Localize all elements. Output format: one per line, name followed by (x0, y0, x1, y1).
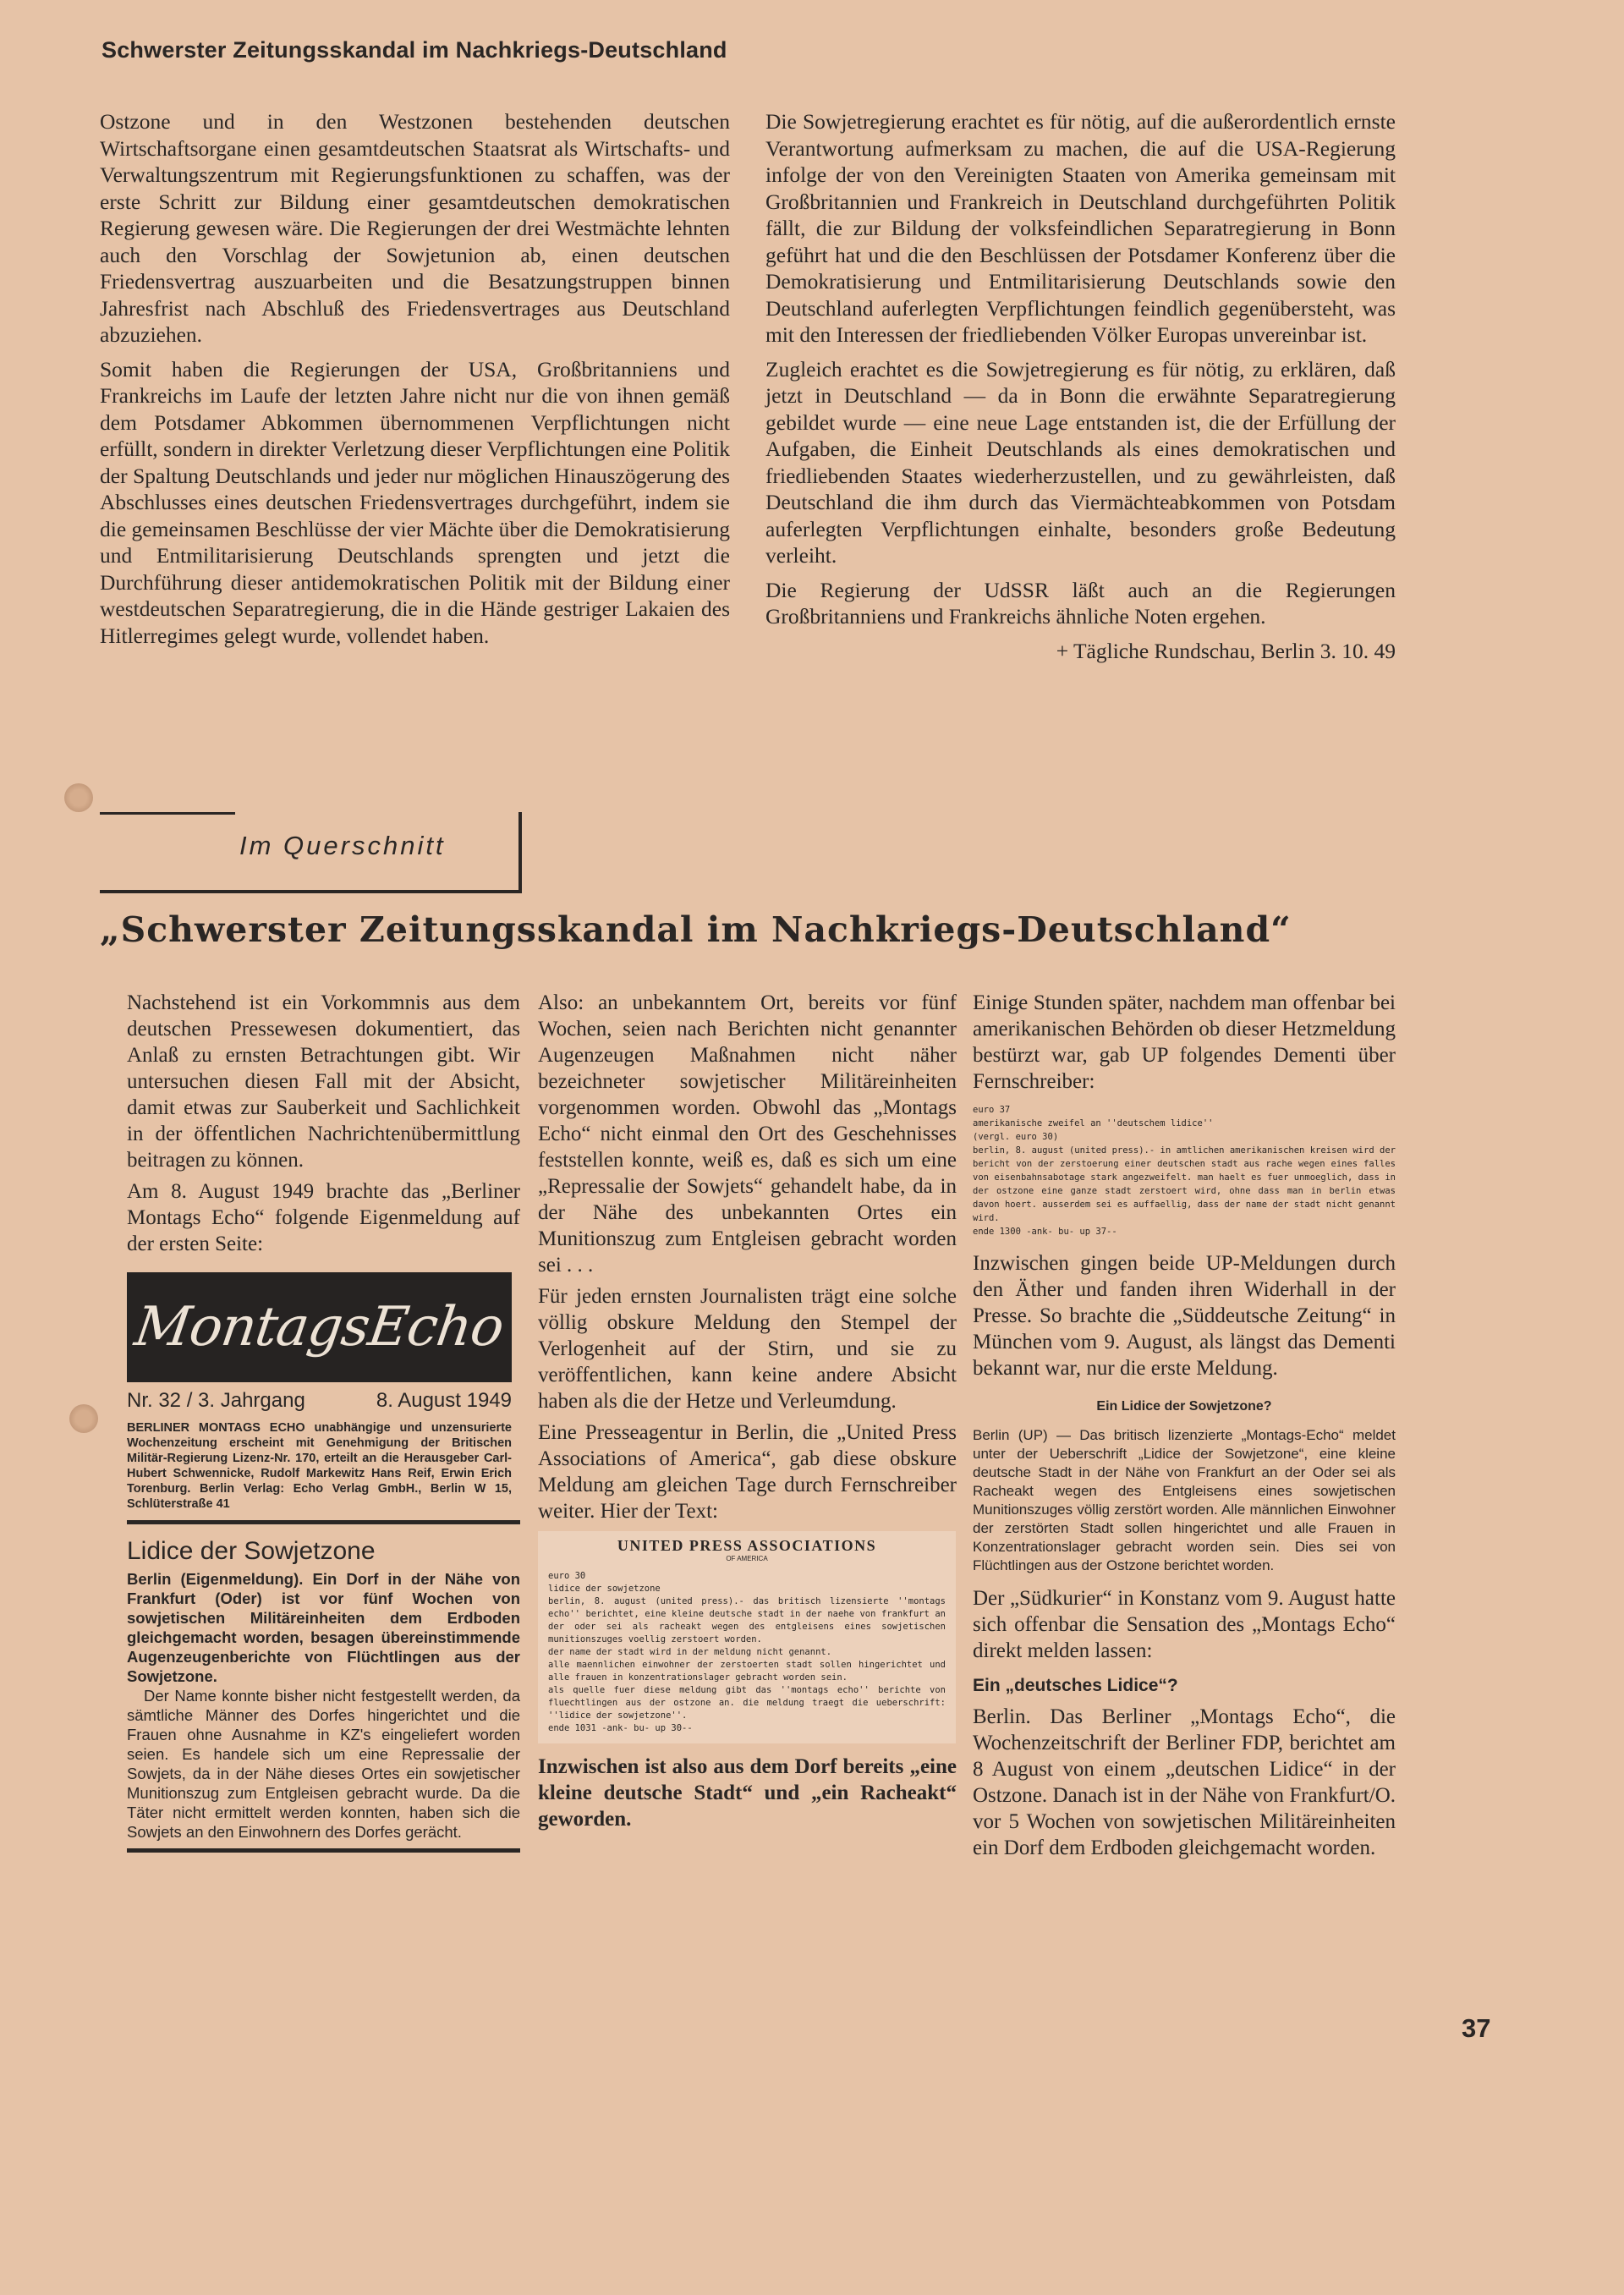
paragraph: Somit haben die Regierungen der USA, Großbritanniens und Frankreichs im Laufe der letzten Jahre nicht nur die von ihnen gemäß dem Potsdamer Abkommen übernommenen Verpflichtungen nicht erfüllt, sondern in direkter Verletzung dieser Verpflichtungen eine Politik der Spaltung Deutschlands und jeder nur möglichen Hinauszögerung des Abschlusses eines deutschen Friedensvertrages durchgeführt, indem sie die gemeinsamen Beschlüsse der vier Mächte über die Demokratisierung und Entmilitarisierung Deutschlands sprengten und jetzt die Durchführung dieser antidemokratischen Politik mit der Bildung einer westdeutschen Separatregierung, die in die Hände gestriger Lakaien des Hitlerregimes gelegt wurde, vollendet haben. (100, 356, 730, 648)
paragraph: Nachstehend ist ein Vorkommnis aus dem deutschen Pressewesen dokumentiert, das Anlaß zu ernsten Betrachtungen gibt. Wir untersuchen diesen Fall mit der Absicht, damit etwas zur Sauberkeit und Sachlichkeit in der öffentlichen Nachrichtenübermittlung beitragen zu können. (127, 991, 520, 1172)
telegram-line: ende 1300 -ank- bu- up 37-- (973, 1227, 1117, 1237)
clipping-paragraph: Der Name konnte bisher nicht festgestellt werden, da sämtliche Männer des Dorfes hingerichtet und die Frauen ohne Ausnahme in KZ's eingeliefert worden seien. Es handele sich um eine Repressalie der Sowjets, da in der Nähe dieses Ortes ein sowjetischer Munitionszug zum Entgleisen gebracht wurde. Da die Täter nicht ermittelt werden konnten, haben sich die Sowjets an den Einwohnern des Dorfes gerächt. (127, 1687, 520, 1841)
clipping-paragraph: Berlin (UP) — Das britisch lizenzierte „Montags-Echo“ meldet unter der Ueberschrift „Lidice der Sowjetzone“, eine kleine deutsche Stadt in der Nähe von Frankfurt an der Oder sei als Racheakt wegen des Entgleisens eines sowjetischen Munitionszuges völlig zerstört worden. Alle männlichen Einwohner der zerstörten Stadt sollen hingerichtet und alle Frauen in Konzentrationslager gebracht worden sein. Dies sei von Flüchtlingen aus der Ostzone berichtet worden. (973, 1427, 1396, 1573)
paragraph: Die Sowjetregierung erachtet es für nötig, auf die außerordentlich ernste Verantwortung aufmerksam zu machen, die auf die USA-Regierung infolge der von den Vereinigten Staaten von Amerika gemeinsam mit Großbritannien und Frankreich in Deutschland durchgeführten Politik fällt, die zur Bildung der volksfeindlichen Separatregierung in Bonn geführt hat und die den Beschlüssen der Potsdamer Konferenz über die Demokratisierung und Entmilitarisierung Deutschlands sowie den Deutschland auferlegten Verpflichtungen feindlich gegenübersteht, was mit den Interessen der friedliebenden Völker Europas unvereinbar ist. (765, 109, 1396, 347)
teletype-line: berlin, 8. august (united press).- das britisch lizensierte ''montags echo'' berichtet, eine kleine deutsche stadt in der naehe von frankfurt an der oder sei als racheakt wegen des entgleisens eines sowjetischen munitionszuges voellig zerstoert worden. (548, 1596, 946, 1644)
paragraph: Also: an unbekanntem Ort, bereits vor fünf Wochen, seien nach Berichten nicht genannter Augenzeugen Maßnahmen nicht näher bezeichneter sowjetischer Militäreinheiten vorgenommen worden. Obwohl das „Montags Echo“ nicht einmal den Ort des Geschehnisses feststellen konnte, weiß es, daß es sich um eine „Repressalie der Sowjets“ gehandelt habe, da in der Nähe des unbekannten Ortes ein Munitionszug zum Entgleisen gebracht worden sei . . . (538, 991, 957, 1277)
subheading: Ein „deutsches Lidice“? (973, 1676, 1178, 1695)
punch-hole (64, 783, 93, 812)
clipping-body (127, 1569, 520, 1842)
paragraph: Für jeden ernsten Journalisten trägt eine solche völlig obskure Meldung den Stempel der Verlogenheit auf der Stirn, und sie zu veröffentlichen, kann keine andere Absicht haben als die der Hetze und Verleumdung. (538, 1285, 957, 1413)
telegram-line: berlin, 8. august (united press).- in amtlichen amerikanischen kreisen wird der bericht von der zerstoerung einer deutschen stadt aus rache wegen eines falles von eisenbahnsabotage stark angezweifelt. man haelt es fuer unmoeglich, dass in der ostzone eine ganze stadt zerstoert wird, ohne dass man in berlin etwas davon hoert. ausserdem sei es auffaellig, dass der name der stadt nicht genannt wird. (973, 1145, 1396, 1223)
teletype-facsimile (538, 1531, 956, 1743)
teletype-line: alle maennlichen einwohner der zerstoerten stadt sollen hingerichtet und alle frauen in konzentrationslager gebracht worden sein. (548, 1660, 946, 1683)
teletype-line: euro 30 (548, 1571, 586, 1581)
telegram-facsimile (973, 1103, 1396, 1238)
issue-number: Nr. 32 / 3. Jahrgang (127, 1389, 305, 1412)
paragraph: Berlin. Das Berliner „Montags Echo“, die Wochenzeitschrift der Berliner FDP, berichtet am 8 August von einem „deutschen Lidice“ in der Ostzone. Danach ist in der Nähe von Frankfurt/O. vor 5 Wochen von sowjetischen Militäreinheiten ein Dorf dem Erdboden gleichgemacht worden. (973, 1705, 1396, 1859)
telegram-line: euro 37 (973, 1105, 1011, 1115)
teletype-line: der name der stadt wird in der meldung nicht genannt. (548, 1647, 832, 1657)
clipping-paragraph: Berlin (Eigenmeldung). Ein Dorf in der Nähe von Frankfurt (Oder) ist vor fünf Wochen von sowjetischen Militäreinheiten dem Erdboden gleichgemacht worden, besagen übereinstimmende Augenzeugenberichte von Flüchtlingen aus der Sowjetzone. (127, 1570, 520, 1685)
section-box (100, 812, 522, 893)
teletype-line: lidice der sowjetzone (548, 1584, 661, 1594)
section-label: Im Querschnitt (239, 831, 446, 860)
divider (127, 1520, 520, 1524)
page-number: 37 (1462, 2013, 1491, 2043)
top-right-column (765, 108, 1396, 664)
paragraph: Ostzone und in den Westzonen bestehenden deutschen Wirtschaftsorgane einen gesamtdeutschen Staatsrat als Wirtschafts- und Verwaltungszentrum mit Regierungsfunktionen zu schaffen, was der erste Schritt zur Bildung einer gesamtdeutschen demokratischen Regierung gewesen wäre. Die Regierungen der drei Westmächte lehnten auch den Vorschlag der Sowjetunion ab, einen deutschen Friedensvertrag auszuarbeiten und die Besatzungstruppen binnen Jahresfrist nach Abschluß des Friedensvertrages aus Deutschland abzuziehen. (100, 109, 730, 347)
article-title: „Schwerster Zeitungsskandal im Nachkriegs-Deutschland“ (100, 909, 1292, 950)
top-left-column (100, 108, 730, 656)
newspaper-masthead (127, 1272, 512, 1382)
imprint: BERLINER MONTAGS ECHO unabhängige und unzensurierte Wochenzeitung erscheint mit Genehmigung der Britischen Militär-Regierung Lizenz-Nr. 170, erteilt an die Herausgeber Carl-Hubert Schwennicke, Rudolf Markewitz Hans Reif, Erwin Erich Torenburg. Berlin Verlag: Echo Verlag GmbH., Berlin W 15, Schlüterstraße 41 (127, 1421, 512, 1511)
running-head: Schwerster Zeitungsskandal im Nachkriegs-Deutschland (102, 37, 727, 63)
paragraph: Der „Südkurier“ in Konstanz vom 9. August hatte sich offenbar die Sensation des „Montags Echo“ direkt melden lassen: (973, 1587, 1396, 1662)
punch-hole (69, 1404, 98, 1433)
teletype-line: als quelle fuer diese meldung gibt das ''montags echo'' berichte von fluechtlingen aus der ostzone an. die meldung traegt die ueberschrift: ''lidice der sowjetzone''. (548, 1685, 946, 1721)
clipping-body (973, 1426, 1396, 1575)
teletype-subheader: OF AMERICA (726, 1555, 768, 1562)
paragraph: Inzwischen gingen beide UP-Meldungen durch den Äther und fanden ihren Widerhall in der Presse. So brachte die „Süddeutsche Zeitung“ in München vom 9. August, als längst das Dementi bekannt war, nur die erste Meldung. (973, 1252, 1396, 1380)
paragraph: Die Regierung der UdSSR läßt auch an die Regierungen Großbritanniens und Frankreichs ähnliche Noten ergehen. (765, 577, 1396, 629)
telegram-line: amerikanische zweifel an ''deutschem lidice'' (973, 1118, 1214, 1128)
telegram-line: (vergl. euro 30) (973, 1132, 1059, 1142)
teletype-line: ende 1031 -ank- bu- up 30-- (548, 1723, 693, 1733)
masthead-logo: MontagsEcho (131, 1295, 508, 1359)
paragraph: Zugleich erachtet es die Sowjetregierung es für nötig, zu erklären, daß jetzt in Deutschland — da in Bonn die erwähnte Separatregierung gebildet wurde — eine neue Lage entstanden ist, die der Erfüllung der Aufgaben, die Einheit Deutschlands als eines demokratischen und friedliebenden Staates wiederherzustellen, und zu gewährleisten, daß Deutschland die ihm durch das Viermächteabkommen von Potsdam auferlegten Verpflichtungen einhalte, besonders große Bedeutung verleiht. (765, 356, 1396, 568)
issue-line (127, 1387, 512, 1414)
article-column-3 (973, 990, 1396, 1866)
paragraph: Eine Presseagentur in Berlin, die „United Press Associations of America“, gab diese obskure Meldung am gleichen Tage durch Fernschreiber weiter. Hier der Text: (538, 1421, 957, 1523)
paragraph: Am 8. August 1949 brachte das „Berliner Montags Echo“ folgende Eigenmeldung auf der ersten Seite: (127, 1180, 520, 1255)
issue-date: 8. August 1949 (376, 1389, 512, 1412)
clipping-headline: Lidice der Sowjetzone (127, 1537, 376, 1565)
divider (127, 1848, 520, 1853)
article-column-2 (538, 990, 957, 1837)
clipping-headline: Ein Lidice der Sowjetzone? (1096, 1399, 1272, 1414)
source-line: + Tägliche Rundschau, Berlin 3. 10. 49 (1056, 638, 1396, 663)
article-column-1 (127, 990, 520, 1866)
paragraph: Einige Stunden später, nachdem man offenbar bei amerikanischen Behörden ob dieser Hetzmeldung bestürzt war, gab UP folgendes Dementi über Fernschreiber: (973, 991, 1396, 1093)
paragraph: Inzwischen ist also aus dem Dorf bereits „eine kleine deutsche Stadt“ und „ein Racheakt“ geworden. (538, 1755, 957, 1831)
teletype-header: UNITED PRESS ASSOCIATIONS (617, 1537, 877, 1554)
